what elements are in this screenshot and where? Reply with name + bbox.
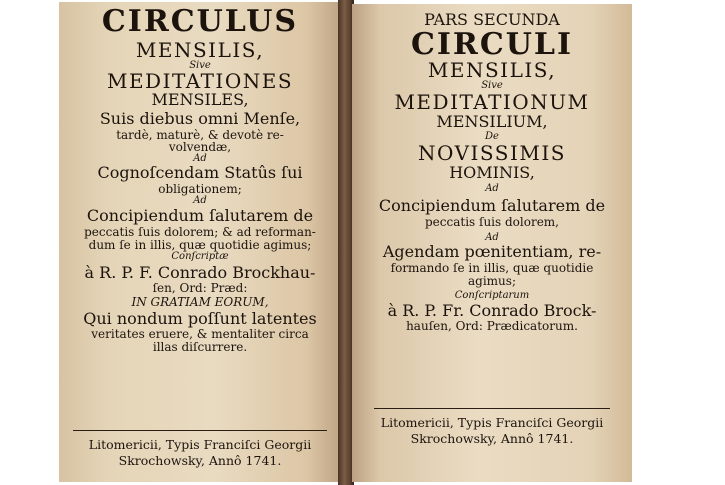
right-line: NOVISSIMIS (418, 141, 566, 166)
left-line: Cognoſcendam Statûs ſui (97, 163, 303, 183)
right-line: Concipiendum ſalutarem de (378, 196, 606, 216)
right-line: De (485, 130, 499, 142)
left-line: tardè, maturè, & devotè re- (116, 127, 284, 142)
left-line: Ad (193, 152, 207, 164)
right-line: PARS SECUNDA (424, 10, 560, 29)
left-line: MENSILES, (151, 90, 249, 109)
left-line: veritates eruere, & mentaliter circa (91, 327, 309, 342)
right-line: Agendam pœnitentiam, re- (382, 242, 602, 262)
left-line: Ad (193, 194, 207, 206)
left-line: peccatis ſuis dolorem; & ad reforman- (84, 224, 316, 239)
right-line: agimus; (468, 273, 516, 288)
left-line: à R. P. F. Conrado Brockhau- (84, 262, 316, 282)
left-imprint (59, 438, 341, 467)
left-line: Conſcriptæ (171, 251, 229, 263)
left-line: CIRCULUS (101, 4, 299, 39)
left-title-text-block (59, 6, 341, 354)
right-line: Conſcriptarum (454, 290, 530, 302)
right-title-text-block (352, 12, 632, 332)
right-title-page (352, 4, 632, 482)
right-line: MEDITATIONUM (394, 89, 590, 114)
right-line: CIRCULI (410, 26, 573, 62)
right-line: peccatis ſuis dolorem, (425, 215, 559, 230)
left-line: IN GRATIAM EORUM, (131, 295, 269, 310)
left-line: obligationem; (158, 182, 242, 197)
left-line: ſen, Ord: Præd: (152, 281, 248, 296)
left-line: volvendæ, (168, 140, 232, 155)
left-line: Sive (189, 59, 211, 71)
right-imprint-rule (374, 408, 610, 409)
left-line: MENSILIS, (135, 37, 265, 62)
left-imprint-line: Skrochowsky, Annô 1741. (118, 453, 282, 469)
right-line: Ad (485, 231, 499, 243)
left-line: Concipiendum ſalutarem de (86, 206, 314, 226)
right-line: MENSILIUM, (436, 111, 548, 131)
right-line: hauſen, Ord: Prædicatorum. (406, 318, 578, 333)
right-line: MENSILIS, (427, 58, 557, 83)
left-line: Qui nondum poſſunt latentes (83, 308, 317, 328)
right-line: formando ſe in illis, quæ quotidie (390, 261, 594, 276)
right-line: Ad (485, 182, 499, 194)
left-line: illas diſcurrere. (152, 340, 248, 355)
left-line: MEDITATIONES (106, 69, 294, 93)
right-imprint (352, 416, 632, 445)
right-line: HOMINIS, (449, 163, 535, 183)
left-title-page (59, 2, 341, 482)
right-line: Sive (481, 80, 503, 92)
left-line: Suis diebus omni Menſe, (99, 108, 301, 128)
left-line: dum ſe in illis, quæ quotidie agimus; (88, 237, 312, 252)
left-imprint-rule (73, 430, 327, 431)
right-imprint-line: Litomericii, Typis Franciſci Georgii (380, 415, 604, 430)
right-imprint-line: Skrochowsky, Annô 1741. (410, 431, 574, 447)
left-imprint-line: Litomericii, Typis Franciſci Georgii (88, 437, 312, 452)
right-line: à R. P. Fr. Conrado Brock- (387, 300, 597, 320)
